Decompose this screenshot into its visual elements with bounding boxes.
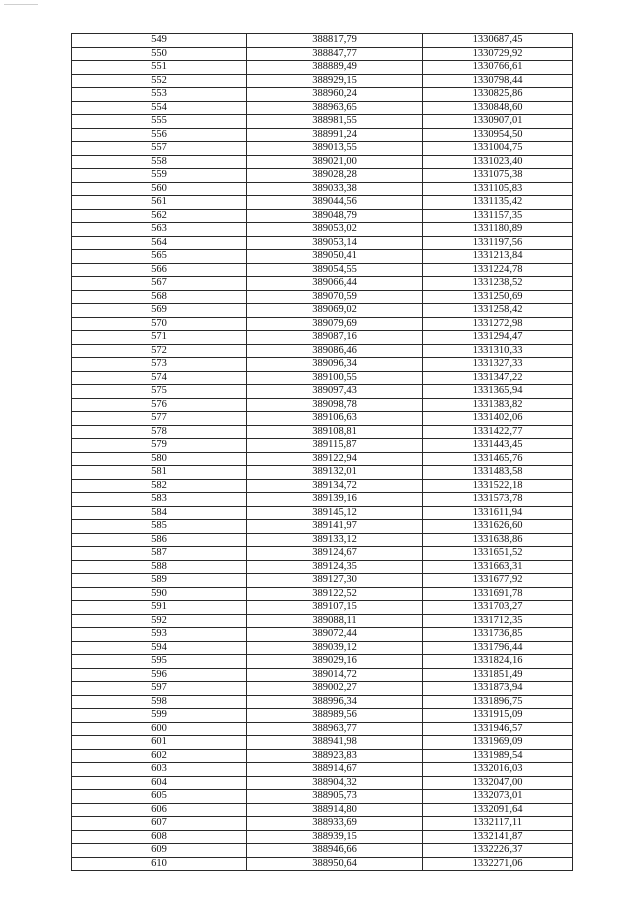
x-coordinate-cell: 388914,67	[247, 763, 423, 777]
y-coordinate-cell: 1332073,01	[423, 790, 573, 804]
point-number-cell: 569	[72, 304, 247, 318]
table-row	[72, 290, 573, 304]
point-number-cell: 593	[72, 628, 247, 642]
y-coordinate-cell: 1331703,27	[423, 601, 573, 615]
table-row	[72, 817, 573, 831]
x-coordinate-cell: 389013,55	[247, 142, 423, 156]
y-coordinate-cell: 1331851,49	[423, 668, 573, 682]
x-coordinate-cell: 389069,02	[247, 304, 423, 318]
x-coordinate-cell: 389053,02	[247, 223, 423, 237]
x-coordinate-cell: 389124,67	[247, 547, 423, 561]
x-coordinate-cell: 389087,16	[247, 331, 423, 345]
x-coordinate-cell: 389108,81	[247, 425, 423, 439]
point-number-cell: 554	[72, 101, 247, 115]
table-row	[72, 358, 573, 372]
x-coordinate-cell: 389139,16	[247, 493, 423, 507]
y-coordinate-cell: 1332141,87	[423, 830, 573, 844]
point-number-cell: 552	[72, 74, 247, 88]
x-coordinate-cell: 388989,56	[247, 709, 423, 723]
y-coordinate-cell: 1331626,60	[423, 520, 573, 534]
y-coordinate-cell: 1331896,75	[423, 695, 573, 709]
y-coordinate-cell: 1331023,40	[423, 155, 573, 169]
table-row	[72, 236, 573, 250]
x-coordinate-cell: 389029,16	[247, 655, 423, 669]
table-row	[72, 61, 573, 75]
point-number-cell: 576	[72, 398, 247, 412]
point-number-cell: 601	[72, 736, 247, 750]
point-number-cell: 591	[72, 601, 247, 615]
table-row	[72, 385, 573, 399]
x-coordinate-cell: 388905,73	[247, 790, 423, 804]
x-coordinate-cell: 389133,12	[247, 533, 423, 547]
table-row	[72, 182, 573, 196]
table-row	[72, 115, 573, 129]
y-coordinate-cell: 1331422,77	[423, 425, 573, 439]
table-row	[72, 344, 573, 358]
point-number-cell: 551	[72, 61, 247, 75]
table-row	[72, 682, 573, 696]
y-coordinate-cell: 1331946,57	[423, 722, 573, 736]
table-row	[72, 47, 573, 61]
table-row	[72, 695, 573, 709]
x-coordinate-cell: 389054,55	[247, 263, 423, 277]
y-coordinate-cell: 1331915,09	[423, 709, 573, 723]
point-number-cell: 608	[72, 830, 247, 844]
point-number-cell: 575	[72, 385, 247, 399]
y-coordinate-cell: 1331402,06	[423, 412, 573, 426]
y-coordinate-cell: 1331736,85	[423, 628, 573, 642]
x-coordinate-cell: 388817,79	[247, 34, 423, 48]
x-coordinate-cell: 389107,15	[247, 601, 423, 615]
x-coordinate-cell: 389096,34	[247, 358, 423, 372]
y-coordinate-cell: 1330687,45	[423, 34, 573, 48]
point-number-cell: 559	[72, 169, 247, 183]
point-number-cell: 571	[72, 331, 247, 345]
x-coordinate-cell: 389033,38	[247, 182, 423, 196]
table-row	[72, 250, 573, 264]
table-row	[72, 722, 573, 736]
table-row	[72, 749, 573, 763]
y-coordinate-cell: 1332271,06	[423, 857, 573, 871]
y-coordinate-cell: 1331522,18	[423, 479, 573, 493]
y-coordinate-cell: 1331213,84	[423, 250, 573, 264]
y-coordinate-cell: 1331238,52	[423, 277, 573, 291]
table-row	[72, 587, 573, 601]
x-coordinate-cell: 389098,78	[247, 398, 423, 412]
table-row	[72, 479, 573, 493]
x-coordinate-cell: 388923,83	[247, 749, 423, 763]
point-number-cell: 584	[72, 506, 247, 520]
x-coordinate-cell: 389106,63	[247, 412, 423, 426]
point-number-cell: 562	[72, 209, 247, 223]
coordinates-table-body	[72, 34, 573, 871]
y-coordinate-cell: 1331443,45	[423, 439, 573, 453]
y-coordinate-cell: 1331873,94	[423, 682, 573, 696]
point-number-cell: 577	[72, 412, 247, 426]
point-number-cell: 598	[72, 695, 247, 709]
point-number-cell: 579	[72, 439, 247, 453]
point-number-cell: 596	[72, 668, 247, 682]
x-coordinate-cell: 388981,55	[247, 115, 423, 129]
point-number-cell: 550	[72, 47, 247, 61]
x-coordinate-cell: 389122,94	[247, 452, 423, 466]
y-coordinate-cell: 1331651,52	[423, 547, 573, 561]
table-row	[72, 844, 573, 858]
table-row	[72, 439, 573, 453]
y-coordinate-cell: 1331197,56	[423, 236, 573, 250]
x-coordinate-cell: 388847,77	[247, 47, 423, 61]
y-coordinate-cell: 1331663,31	[423, 560, 573, 574]
y-coordinate-cell: 1331004,75	[423, 142, 573, 156]
x-coordinate-cell: 389039,12	[247, 641, 423, 655]
y-coordinate-cell: 1331824,16	[423, 655, 573, 669]
table-row	[72, 34, 573, 48]
point-number-cell: 564	[72, 236, 247, 250]
table-row	[72, 736, 573, 750]
table-row	[72, 452, 573, 466]
point-number-cell: 563	[72, 223, 247, 237]
point-number-cell: 582	[72, 479, 247, 493]
x-coordinate-cell: 388889,49	[247, 61, 423, 75]
point-number-cell: 556	[72, 128, 247, 142]
y-coordinate-cell: 1331969,09	[423, 736, 573, 750]
point-number-cell: 580	[72, 452, 247, 466]
x-coordinate-cell: 389021,00	[247, 155, 423, 169]
x-coordinate-cell: 388914,80	[247, 803, 423, 817]
table-row	[72, 520, 573, 534]
table-row	[72, 74, 573, 88]
y-coordinate-cell: 1331294,47	[423, 331, 573, 345]
table-row	[72, 128, 573, 142]
table-row	[72, 196, 573, 210]
table-row	[72, 169, 573, 183]
y-coordinate-cell: 1330954,50	[423, 128, 573, 142]
y-coordinate-cell: 1331075,38	[423, 169, 573, 183]
point-number-cell: 560	[72, 182, 247, 196]
y-coordinate-cell: 1330766,61	[423, 61, 573, 75]
x-coordinate-cell: 388929,15	[247, 74, 423, 88]
x-coordinate-cell: 389066,44	[247, 277, 423, 291]
y-coordinate-cell: 1331327,33	[423, 358, 573, 372]
x-coordinate-cell: 388963,77	[247, 722, 423, 736]
table-row	[72, 263, 573, 277]
point-number-cell: 588	[72, 560, 247, 574]
table-row	[72, 466, 573, 480]
x-coordinate-cell: 388950,64	[247, 857, 423, 871]
table-row	[72, 857, 573, 871]
y-coordinate-cell: 1331483,58	[423, 466, 573, 480]
table-row	[72, 425, 573, 439]
point-number-cell: 597	[72, 682, 247, 696]
x-coordinate-cell: 388991,24	[247, 128, 423, 142]
table-row	[72, 763, 573, 777]
point-number-cell: 567	[72, 277, 247, 291]
point-number-cell: 606	[72, 803, 247, 817]
x-coordinate-cell: 389072,44	[247, 628, 423, 642]
x-coordinate-cell: 389145,12	[247, 506, 423, 520]
point-number-cell: 561	[72, 196, 247, 210]
y-coordinate-cell: 1331347,22	[423, 371, 573, 385]
point-number-cell: 570	[72, 317, 247, 331]
point-number-cell: 607	[72, 817, 247, 831]
point-number-cell: 581	[72, 466, 247, 480]
y-coordinate-cell: 1330825,86	[423, 88, 573, 102]
point-number-cell: 549	[72, 34, 247, 48]
x-coordinate-cell: 389086,46	[247, 344, 423, 358]
x-coordinate-cell: 388996,34	[247, 695, 423, 709]
x-coordinate-cell: 389070,59	[247, 290, 423, 304]
x-coordinate-cell: 389044,56	[247, 196, 423, 210]
table-row	[72, 398, 573, 412]
x-coordinate-cell: 389050,41	[247, 250, 423, 264]
point-number-cell: 590	[72, 587, 247, 601]
table-row	[72, 331, 573, 345]
table-row	[72, 412, 573, 426]
y-coordinate-cell: 1331105,83	[423, 182, 573, 196]
point-number-cell: 553	[72, 88, 247, 102]
table-row	[72, 655, 573, 669]
y-coordinate-cell: 1331677,92	[423, 574, 573, 588]
table-row	[72, 601, 573, 615]
table-row	[72, 142, 573, 156]
point-number-cell: 585	[72, 520, 247, 534]
point-number-cell: 609	[72, 844, 247, 858]
x-coordinate-cell: 389048,79	[247, 209, 423, 223]
coordinates-table	[71, 33, 573, 871]
x-coordinate-cell: 389088,11	[247, 614, 423, 628]
point-number-cell: 595	[72, 655, 247, 669]
y-coordinate-cell: 1332091,64	[423, 803, 573, 817]
table-row	[72, 709, 573, 723]
table-row	[72, 533, 573, 547]
table-row	[72, 155, 573, 169]
y-coordinate-cell: 1331691,78	[423, 587, 573, 601]
y-coordinate-cell: 1331989,54	[423, 749, 573, 763]
point-number-cell: 600	[72, 722, 247, 736]
point-number-cell: 594	[72, 641, 247, 655]
point-number-cell: 578	[72, 425, 247, 439]
x-coordinate-cell: 389053,14	[247, 236, 423, 250]
point-number-cell: 603	[72, 763, 247, 777]
point-number-cell: 558	[72, 155, 247, 169]
x-coordinate-cell: 388960,24	[247, 88, 423, 102]
table-row	[72, 317, 573, 331]
y-coordinate-cell: 1331135,42	[423, 196, 573, 210]
x-coordinate-cell: 389002,27	[247, 682, 423, 696]
x-coordinate-cell: 389124,35	[247, 560, 423, 574]
y-coordinate-cell: 1331365,94	[423, 385, 573, 399]
table-row	[72, 371, 573, 385]
point-number-cell: 557	[72, 142, 247, 156]
table-row	[72, 506, 573, 520]
point-number-cell: 610	[72, 857, 247, 871]
point-number-cell: 586	[72, 533, 247, 547]
y-coordinate-cell: 1331272,98	[423, 317, 573, 331]
point-number-cell: 565	[72, 250, 247, 264]
table-row	[72, 101, 573, 115]
x-coordinate-cell: 389134,72	[247, 479, 423, 493]
point-number-cell: 592	[72, 614, 247, 628]
x-coordinate-cell: 388941,98	[247, 736, 423, 750]
x-coordinate-cell: 389097,43	[247, 385, 423, 399]
table-row	[72, 547, 573, 561]
table-row	[72, 628, 573, 642]
point-number-cell: 589	[72, 574, 247, 588]
y-coordinate-cell: 1331796,44	[423, 641, 573, 655]
scan-corner-mark	[4, 4, 38, 5]
x-coordinate-cell: 389079,69	[247, 317, 423, 331]
x-coordinate-cell: 388904,32	[247, 776, 423, 790]
y-coordinate-cell: 1332226,37	[423, 844, 573, 858]
table-row	[72, 790, 573, 804]
x-coordinate-cell: 389115,87	[247, 439, 423, 453]
y-coordinate-cell: 1331611,94	[423, 506, 573, 520]
table-row	[72, 304, 573, 318]
x-coordinate-cell: 388939,15	[247, 830, 423, 844]
y-coordinate-cell: 1331383,82	[423, 398, 573, 412]
y-coordinate-cell: 1331712,35	[423, 614, 573, 628]
y-coordinate-cell: 1330848,60	[423, 101, 573, 115]
y-coordinate-cell: 1331250,69	[423, 290, 573, 304]
point-number-cell: 599	[72, 709, 247, 723]
table-row	[72, 614, 573, 628]
table-row	[72, 574, 573, 588]
y-coordinate-cell: 1332047,00	[423, 776, 573, 790]
point-number-cell: 566	[72, 263, 247, 277]
table-row	[72, 560, 573, 574]
point-number-cell: 572	[72, 344, 247, 358]
table-row	[72, 209, 573, 223]
point-number-cell: 583	[72, 493, 247, 507]
x-coordinate-cell: 389141,97	[247, 520, 423, 534]
point-number-cell: 574	[72, 371, 247, 385]
y-coordinate-cell: 1332016,03	[423, 763, 573, 777]
x-coordinate-cell: 389127,30	[247, 574, 423, 588]
table-row	[72, 223, 573, 237]
point-number-cell: 602	[72, 749, 247, 763]
y-coordinate-cell: 1331638,86	[423, 533, 573, 547]
y-coordinate-cell: 1331573,78	[423, 493, 573, 507]
y-coordinate-cell: 1332117,11	[423, 817, 573, 831]
table-row	[72, 277, 573, 291]
table-row	[72, 803, 573, 817]
y-coordinate-cell: 1330729,92	[423, 47, 573, 61]
table-row	[72, 493, 573, 507]
y-coordinate-cell: 1331180,89	[423, 223, 573, 237]
y-coordinate-cell: 1330907,01	[423, 115, 573, 129]
point-number-cell: 555	[72, 115, 247, 129]
y-coordinate-cell: 1331224,78	[423, 263, 573, 277]
point-number-cell: 605	[72, 790, 247, 804]
point-number-cell: 573	[72, 358, 247, 372]
table-row	[72, 830, 573, 844]
table-row	[72, 668, 573, 682]
y-coordinate-cell: 1331465,76	[423, 452, 573, 466]
point-number-cell: 568	[72, 290, 247, 304]
point-number-cell: 604	[72, 776, 247, 790]
y-coordinate-cell: 1331258,42	[423, 304, 573, 318]
x-coordinate-cell: 389014,72	[247, 668, 423, 682]
x-coordinate-cell: 388946,66	[247, 844, 423, 858]
table-row	[72, 776, 573, 790]
x-coordinate-cell: 388933,69	[247, 817, 423, 831]
x-coordinate-cell: 389122,52	[247, 587, 423, 601]
y-coordinate-cell: 1331310,33	[423, 344, 573, 358]
point-number-cell: 587	[72, 547, 247, 561]
y-coordinate-cell: 1331157,35	[423, 209, 573, 223]
x-coordinate-cell: 388963,65	[247, 101, 423, 115]
table-row	[72, 641, 573, 655]
table-row	[72, 88, 573, 102]
y-coordinate-cell: 1330798,44	[423, 74, 573, 88]
x-coordinate-cell: 389132,01	[247, 466, 423, 480]
x-coordinate-cell: 389100,55	[247, 371, 423, 385]
x-coordinate-cell: 389028,28	[247, 169, 423, 183]
